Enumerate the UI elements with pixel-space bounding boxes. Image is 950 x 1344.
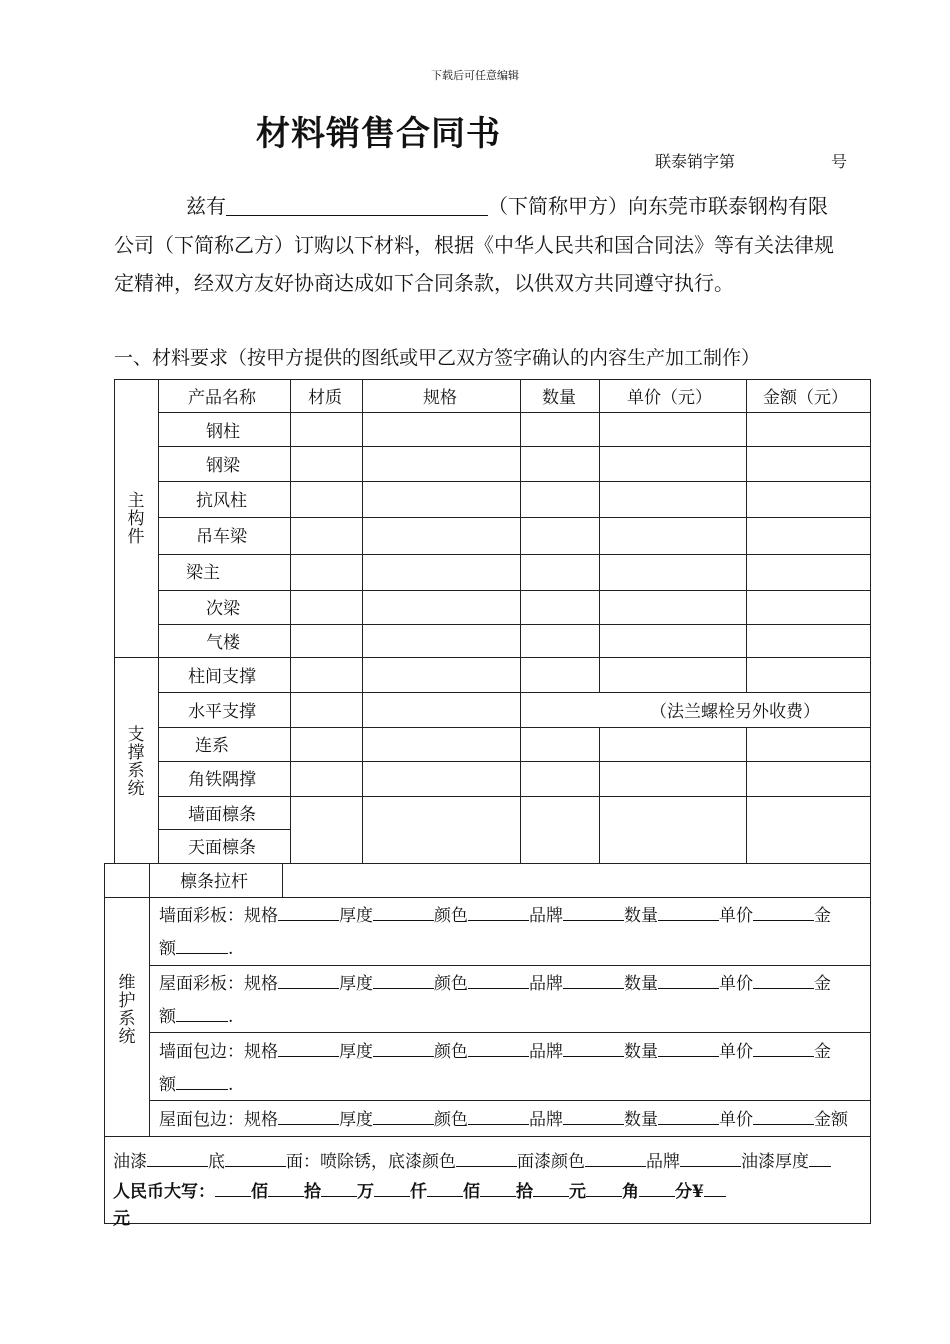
item-monitor: 气楼: [206, 633, 240, 653]
envelope-row-roof-panel: 屋面彩板：规格 厚度 颜色 品牌 数量 单价 金: [159, 974, 831, 994]
item-purlin-tie-rod: 檩条拉杆: [180, 872, 248, 892]
header-material: 材质: [308, 388, 342, 408]
intro-line-1-start: 兹有: [186, 194, 226, 218]
contract-number: [655, 149, 847, 172]
item-tie: 连系: [195, 736, 229, 756]
item-steel-beam: 钢梁: [206, 456, 240, 476]
item-main-beam: 梁主: [186, 563, 220, 583]
item-crane-beam: 吊车梁: [196, 527, 247, 547]
party-a-blank[interactable]: [226, 195, 488, 216]
intro-line-3: 定精神，经双方友好协商达成如下合同条款，以供双方共同遵守执行。: [114, 271, 734, 295]
envelope-row-wall-flashing: 墙面包边：规格 厚度 颜色 品牌 数量 单价 金: [159, 1042, 831, 1062]
header-unit-price: 单价（元）: [627, 388, 712, 408]
intro-line-2: 公司（下简称乙方）订购以下材料，根据《中华人民共和国合同法》等有关法律规: [114, 233, 834, 257]
item-horizontal-bracing: 水平支撑: [188, 702, 256, 722]
envelope-row-wall-flashing-cont: 额 .: [159, 1075, 234, 1095]
envelope-row-roof-flashing: 屋面包边：规格 厚度 颜色 品牌 数量 单价 金额: [159, 1110, 848, 1130]
intro-line-1: [186, 190, 828, 219]
header-quantity: 数量: [542, 388, 576, 408]
item-roof-purlin: 天面檩条: [188, 838, 256, 858]
document-title: 材料销售合同书: [256, 114, 501, 154]
item-angle-brace: 角铁隅撑: [188, 770, 256, 790]
paint-row: 油漆 底 面：喷除锈，底漆颜色 面漆颜色 品牌 油漆厚度: [113, 1147, 831, 1172]
envelope-row-wall-panel-cont: 额 .: [159, 939, 234, 959]
header-product-name: 产品名称: [188, 388, 256, 408]
contract-number-suffix: 号: [831, 152, 848, 171]
intro-line-1-end: （下简称甲方）向东莞市联泰钢构有限: [488, 194, 828, 218]
group-support-system: 支撑系统: [127, 725, 145, 799]
contract-number-prefix: 联泰销字第: [655, 152, 736, 171]
item-steel-column: 钢柱: [206, 422, 240, 442]
group-envelope-system: 维护系统: [118, 973, 136, 1047]
envelope-row-roof-panel-cont: 额 .: [159, 1007, 234, 1027]
rmb-amount-end: 元: [113, 1209, 130, 1229]
group-main-components: 主构件: [127, 491, 145, 547]
item-wind-column: 抗风柱: [196, 491, 247, 511]
envelope-row-wall-panel: 墙面彩板：规格 厚度 颜色 品牌 数量 单价 金: [159, 906, 831, 926]
flange-bolt-note: （法兰螺栓另外收费）: [650, 702, 820, 722]
header-amount: 金额（元）: [763, 388, 848, 408]
section-heading: 一、材料要求（按甲方提供的图纸或甲乙双方签字确认的内容生产加工制作）: [114, 347, 761, 369]
item-secondary-beam: 次梁: [206, 599, 240, 619]
item-column-bracing: 柱间支撑: [188, 667, 256, 687]
header-spec: 规格: [423, 388, 457, 408]
item-wall-purlin: 墙面檩条: [188, 805, 256, 825]
header-note: 下载后可任意编辑: [431, 69, 519, 82]
rmb-amount-row: 人民币大写： 佰 拾 万 仟 佰 拾 元 角 分¥: [113, 1177, 726, 1202]
